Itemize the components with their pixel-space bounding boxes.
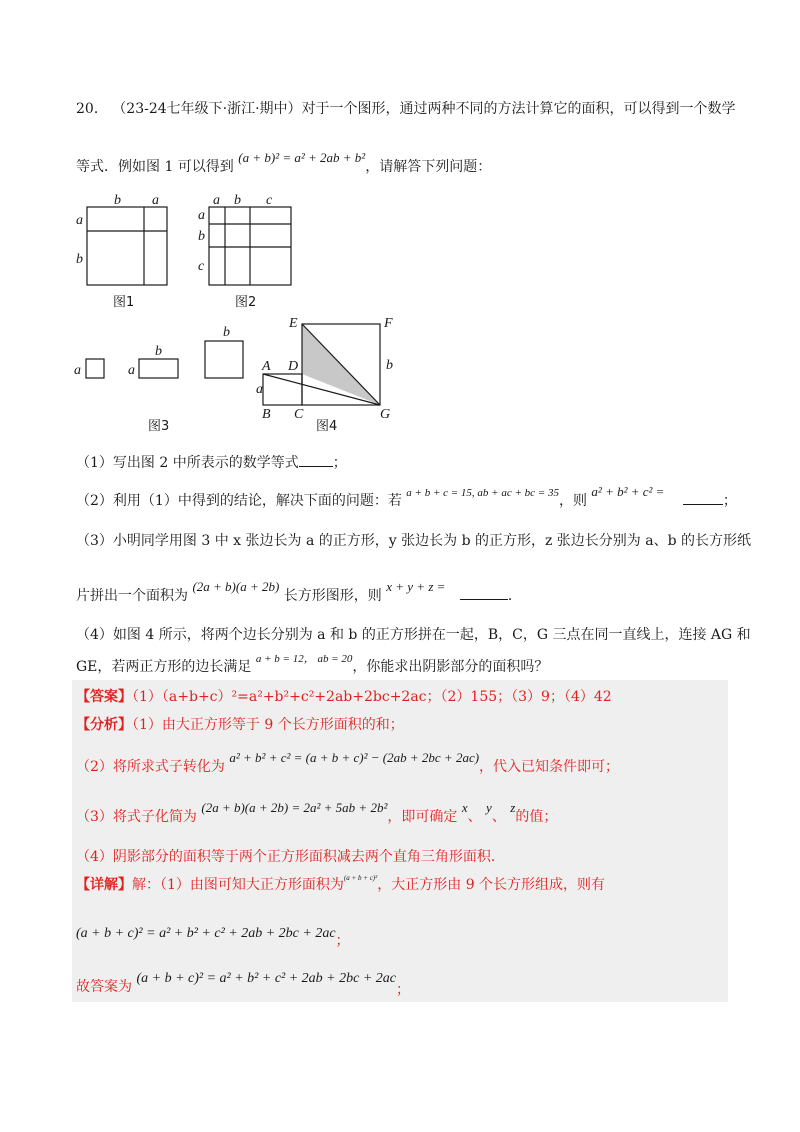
part-1-text: （1）写出图 2 中所表示的数学等式 <box>76 455 299 471</box>
fig2-left-label-2: b <box>198 229 205 244</box>
part-3-text-1: （3）小明同学用图 3 中 x 张边长为 a 的正方形，y 张边长为 b 的正方形，z 张边长分别为 a、b 的长方形纸 <box>76 533 752 549</box>
question-number: 20． <box>76 101 108 117</box>
fig3-square-a-label: a <box>74 363 81 378</box>
analysis-3-sep-2: 、 <box>491 809 506 825</box>
part-3-text-2b: 长方形图形，则 <box>283 588 382 604</box>
part-1 <box>76 452 347 472</box>
fig4-point-d: D <box>288 359 299 374</box>
part-2-blank[interactable] <box>683 490 723 505</box>
part-2-text-a: （2）利用（1）中得到的结论，解决下面的问题：若 <box>76 493 402 509</box>
analysis-3-x: x <box>461 800 468 815</box>
question-line-2 <box>76 150 492 176</box>
part-1-blank[interactable] <box>299 452 333 467</box>
part-2-text-b: ，则 <box>558 493 587 509</box>
figures-panel <box>60 186 420 436</box>
analysis-2b: ，代入已知条件即可； <box>479 759 620 775</box>
fig2-top-label-1: a <box>213 193 220 208</box>
figure-1 <box>76 193 167 310</box>
analysis-2a: （2）将所求式子转化为 <box>76 759 225 775</box>
final-semicolon: ； <box>396 982 410 998</box>
fig4-point-f: F <box>384 316 393 331</box>
fig4-point-c: C <box>294 407 304 422</box>
analysis-3-y: y <box>486 800 492 815</box>
intro-equation: (a + b)² = a² + 2ab + b² <box>238 150 366 165</box>
fig1-caption: 图1 <box>113 295 135 310</box>
part-4-text-2a: GE，若两正方形的边长满足 <box>76 659 252 675</box>
fig3-rect-a-label: a <box>128 363 135 378</box>
fig2-left-label-1: a <box>198 208 205 223</box>
part-4-text-1: （4）如图 4 所示，将两个边长分别为 a 和 b 的正方形拼在一起，B，C，G 三点在同一直线上，连接 AG 和 <box>76 627 751 643</box>
detail-tag: 【详解】 <box>76 877 132 893</box>
detail-equation: (a + b + c)² = a² + b² + c² + 2ab + 2bc + 2ac <box>76 926 336 941</box>
detail-semicolon: ； <box>335 933 350 949</box>
detail-small-expression: (a + b + c)² <box>343 874 378 882</box>
fig4-point-b: B <box>262 407 271 422</box>
analysis-4: （4）阴影部分的面积等于两个正方形面积减去两个直角三角形面积． <box>76 849 505 865</box>
part-3-end: ． <box>507 588 522 604</box>
part-2-condition: a + b + c = 15, ab + ac + bc = 35 <box>406 487 559 499</box>
part-3-line-2 <box>76 579 522 605</box>
detail-line-1 <box>76 874 605 894</box>
analysis-3c: 的值； <box>515 809 558 825</box>
part-4-condition: a + b = 12， ab = 20 <box>255 653 353 665</box>
part-2-expression: a² + b² + c² = <box>591 484 665 499</box>
figure-2 <box>198 193 291 310</box>
part-3-blank[interactable] <box>460 585 508 600</box>
question-intro-1: 对于一个图形，通过两种不同的方法计算它的面积，可以得到一个数学 <box>301 101 736 117</box>
final-equation: (a + b + c)² = a² + b² + c² + 2ab + 2bc + 2ac <box>136 971 396 986</box>
fig3-square-b-label: b <box>223 325 230 340</box>
fig1-top-label-1: b <box>114 193 121 208</box>
analysis-line-1 <box>76 714 404 734</box>
fig4-side-a-label: a <box>256 382 263 397</box>
fig4-caption: 图4 <box>316 419 338 434</box>
question-intro-2a: 等式．例如图 1 可以得到 <box>76 159 234 175</box>
fig2-top-label-2: b <box>234 193 241 208</box>
fig3-caption: 图3 <box>148 419 170 434</box>
figure-3 <box>74 325 243 434</box>
question-source: （23-24七年级下·浙江·期中） <box>112 101 302 117</box>
final-answer-line <box>76 971 410 998</box>
analysis-line-3 <box>76 800 558 826</box>
analysis-line-4 <box>76 846 505 866</box>
part-4-line-2 <box>76 653 549 676</box>
detail-text-2: ，大正方形由 9 个长方形组成，则有 <box>377 877 606 893</box>
part-2-end: ； <box>722 493 737 509</box>
fig1-top-label-2: a <box>152 193 159 208</box>
answer-tag: 【答案】 <box>76 689 132 705</box>
part-3-text-2a: 片拼出一个面积为 <box>76 588 188 604</box>
analysis-line-2 <box>76 750 620 776</box>
fig4-point-g: G <box>380 407 391 422</box>
analysis-3b: ，即可确定 <box>387 809 458 825</box>
answer-text: （1）（a+b+c）²=a²+b²+c²+2ab+2bc+2ac；（2）155；（3）9；（4）42 <box>132 689 612 705</box>
fig2-caption: 图2 <box>235 295 257 310</box>
analysis-3a: （3）将式子化简为 <box>76 809 197 825</box>
part-3-expression: x + y + z = <box>386 579 446 594</box>
answer-line <box>76 686 612 706</box>
final-label: 故答案为 <box>76 979 132 995</box>
detail-text: 解：（1）由图可知大正方形面积为 <box>132 877 344 893</box>
part-3-line-1 <box>76 530 751 550</box>
part-4-line-1 <box>76 624 751 644</box>
figure-4 <box>256 316 393 434</box>
analysis-2-equation: a² + b² + c² = (a + b + c)² − (2ab + 2bc + 2ac) <box>229 750 480 765</box>
fig4-point-a: A <box>262 359 271 374</box>
fig2-left-label-3: c <box>198 259 205 274</box>
analysis-3-sep-1: 、 <box>467 809 482 825</box>
detail-line-2 <box>76 922 350 949</box>
fig1-left-label-2: b <box>76 252 83 267</box>
fig4-side-b-label: b <box>386 358 393 373</box>
part-4-text-2b: ，你能求出阴影部分的面积吗？ <box>352 659 549 675</box>
part-2 <box>76 484 737 510</box>
fig1-left-label-1: a <box>76 213 83 228</box>
question-intro-2b: ，请解答下列问题： <box>365 159 492 175</box>
analysis-tag: 【分析】 <box>76 717 132 733</box>
question-line-1 <box>76 98 736 118</box>
part-1-end: ； <box>332 455 347 471</box>
fig4-point-e: E <box>289 316 298 331</box>
analysis-1: （1）由大正方形等于 9 个长方形面积的和； <box>132 717 404 733</box>
analysis-3-equation: (2a + b)(a + 2b) = 2a² + 5ab + 2b² <box>201 800 388 815</box>
part-3-area: (2a + b)(a + 2b) <box>192 579 280 594</box>
fig3-rect-b-label: b <box>155 344 162 359</box>
analysis-3-z: z <box>510 800 516 815</box>
fig2-top-label-3: c <box>266 193 273 208</box>
